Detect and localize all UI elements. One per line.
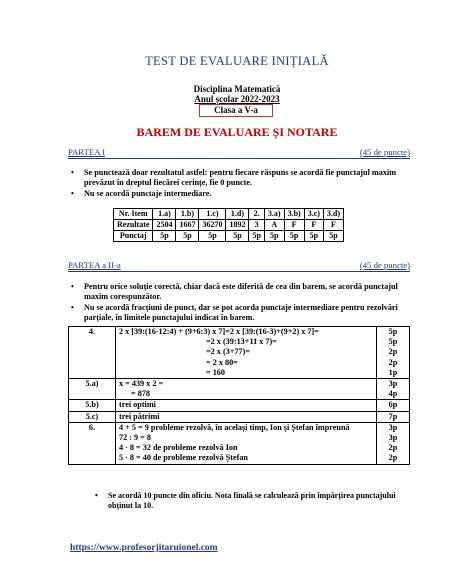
list-item [68,168,416,188]
table-cell: 1.b) [176,209,199,220]
points-value: 2p [388,357,398,367]
part2-heading [68,260,410,272]
table-cell: 1.a) [153,209,176,220]
table-row [69,379,410,400]
table-row [114,220,344,231]
item-number: 5.a) [69,379,116,400]
table-cell: 36270 [199,220,226,231]
list-item [92,491,422,511]
part2-bullet-1: Pentru orice soluție corectă, chiar dacă este diferită de cea din barem, se acordă punctajul maxim corespunzător. [84,282,398,301]
points-value: 2p [388,453,398,463]
table-cell: F [304,220,323,231]
solution-line: 5 · 8 = 40 de probleme rezolvă Ștefan [119,453,248,463]
list-item [68,282,416,302]
table-cell: 5p [304,231,323,242]
points-value: 5p [388,327,398,336]
table-cell: 3.b) [284,209,304,220]
grade-box: Clasa a V-a [199,104,273,117]
school-year-line: Anul școlar 2022-2023 [194,94,280,104]
part1-label: PARTEA I [68,147,106,157]
table-cell: 2504 [153,220,176,231]
item-number: 6. [69,422,116,464]
table-cell: Punctaj [114,231,153,242]
solution-line: 72 : 9 = 8 [119,433,151,443]
subject-line: Disciplina Matematică [193,84,281,94]
table-cell: Rezultate [114,220,153,231]
barem-title: BAREM DE EVALUARE ȘI NOTARE [136,125,338,139]
bullet-icon: • [71,282,74,291]
points-cell [377,411,410,422]
solution-cell [116,327,377,379]
solution-cell [116,379,377,400]
solution-cell [116,400,377,411]
points-cell [377,422,410,464]
solution-line: 2 x [39:(16-12:4) + (9+6:3) x 7]=2 x [39:(16-3)+(9+2) x 7]= [119,327,319,336]
table-cell: F [284,220,304,231]
solution-line: = 2 x 80= [206,357,238,367]
table-row [114,209,344,220]
solutions-table [68,326,410,465]
part1-bullet-1: Se punctează doar rezultatul astfel: pentru fiecare răspuns se acordă fie punctajul maxim prevăzut în dreptul fiecărei cerințe, fie 0 puncte. [84,168,397,187]
table-cell: 3.a) [264,209,284,220]
solution-line: 4 · 8 = 32 de probleme rezolvă Ion [119,443,238,453]
points-value: 5p [388,337,398,347]
points-value: 2p [388,443,398,453]
final-note [92,491,422,512]
points-value: 7p [388,411,398,421]
part2-points: (45 de puncte) [359,260,410,270]
points-value: 6p [388,400,398,410]
points-value: 3p [388,379,398,389]
points-cell [377,327,410,379]
bullet-icon: • [71,168,74,177]
table-cell: 1.c) [199,209,226,220]
part2-label: PARTEA a II-a [68,260,121,270]
solution-line: =2 x (3+77)= [206,347,251,357]
solution-cell [116,411,377,422]
list-item [68,189,416,199]
solution-line: trei optimi [119,400,156,410]
points-value: 3p [388,433,398,443]
website-link[interactable]: https://www.profesorjitaruionel.com [70,543,218,553]
table-cell: 2. [249,209,264,220]
item-number: 5.b) [69,400,116,411]
table-row [69,400,410,411]
table-cell: 5p [153,231,176,242]
points-value: 4p [388,389,398,399]
test-title: TEST DE EVALUARE INIȚIALĂ [145,54,329,68]
final-note-text: Se acordă 10 puncte din oficiu. Nota finală se calculează prin împărțirea punctajului obținut la 10. [108,491,396,510]
part2-instructions [68,282,416,324]
points-value: 3p [388,422,398,432]
table-row [69,327,410,379]
part1-bullet-2: Nu se acordă punctaje intermediare. [84,189,212,198]
results-table [113,208,344,242]
table-cell: 1.d) [226,209,249,220]
table-cell: A [264,220,284,231]
solution-cell [116,422,377,464]
table-cell: 5p [199,231,226,242]
table-cell: F [323,220,343,231]
points-cell [377,379,410,400]
item-number: 4. [69,327,116,379]
table-cell: 5p [284,231,304,242]
part1-instructions [68,168,416,200]
part2-bullet-2: Nu se acordă fracțiuni de punct, dar se pot acorda punctaje intermediare pentru rezolvări parțiale, în limitele punctajului indicat în barem. [84,303,398,322]
table-cell: 5p [226,231,249,242]
solution-line: 4 + 5 = 9 probleme rezolvă, în același timp, Ion și Ștefan împreună [119,422,350,432]
table-cell: 1892 [226,220,249,231]
part1-heading [68,147,410,159]
table-cell: 1667 [176,220,199,231]
solution-line: trei pătrimi [119,411,160,421]
table-cell: 3 [249,220,264,231]
item-number: 5.c) [69,411,116,422]
part1-points: (45 de puncte) [359,147,410,157]
table-cell: 3.d) [323,209,343,220]
table-cell: 3.c) [304,209,323,220]
points-value: 2p [388,347,398,357]
table-row [114,231,344,242]
table-cell: 5p [264,231,284,242]
solution-line: =2 x (39:13+11 x 7)= [206,337,277,347]
table-row [69,422,410,464]
table-cell: Nr. Item [114,209,153,220]
bullet-icon: • [95,491,98,500]
solution-line: = 160 [206,367,225,377]
table-cell: 5p [323,231,343,242]
table-row [69,411,410,422]
bullet-icon: • [71,189,74,198]
points-cell [377,400,410,411]
table-cell: 5p [249,231,264,242]
solution-line: = 878 [131,389,150,399]
list-item [68,303,416,323]
solution-line: x = 439 x 2 = [119,379,164,389]
bullet-icon: • [71,303,74,312]
table-cell: 5p [176,231,199,242]
points-value: 1p [388,367,398,377]
